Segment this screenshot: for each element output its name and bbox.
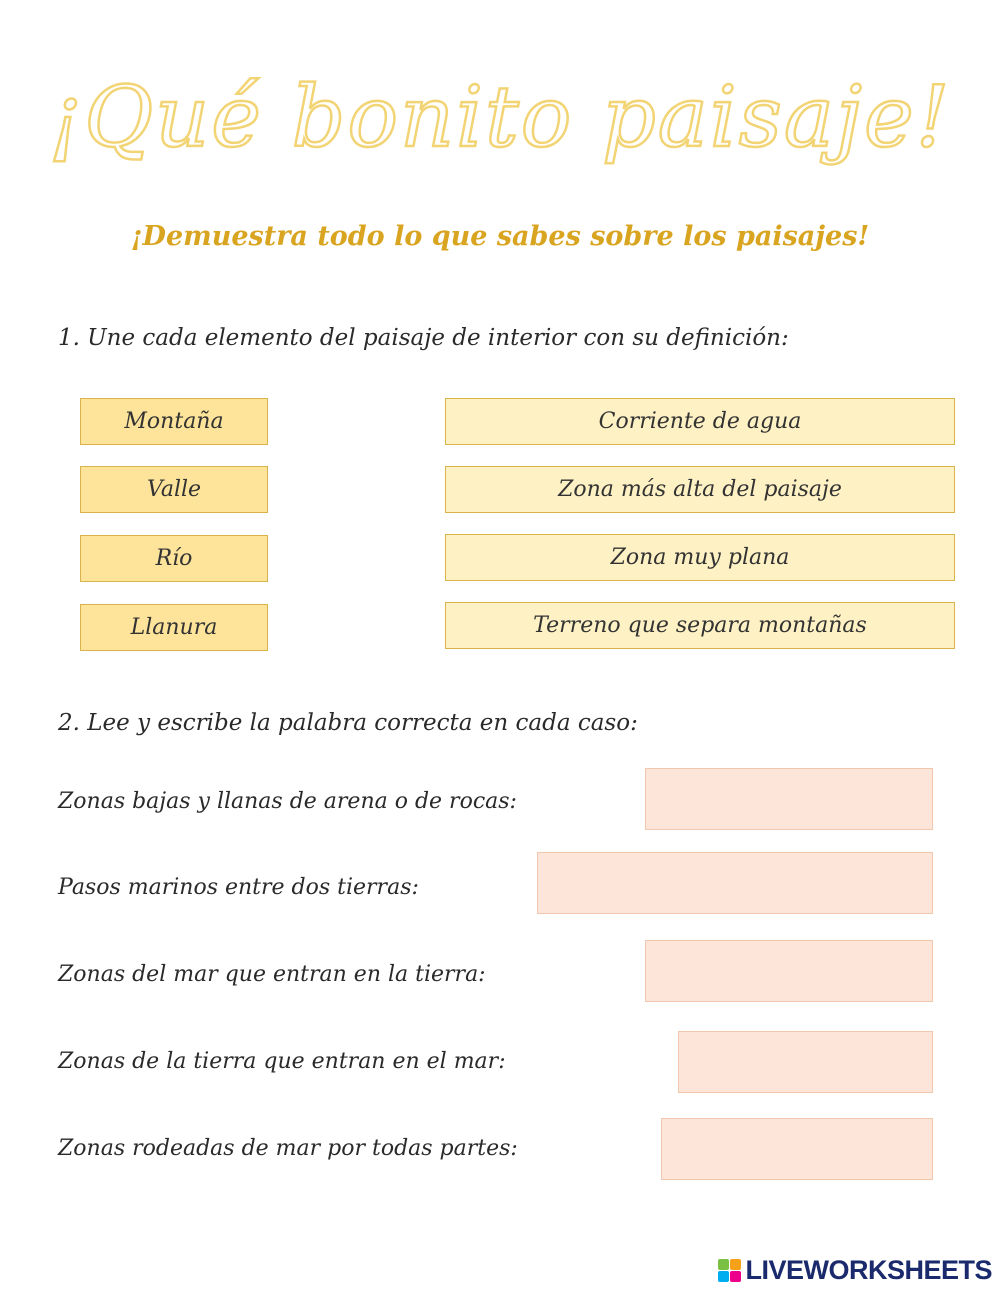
definition-zona-muy-plana[interactable]: Zona muy plana (445, 534, 955, 581)
definition-zona-mas-alta[interactable]: Zona más alta del paisaje (445, 466, 955, 513)
question-label: Zonas de la tierra que entran en el mar: (58, 1049, 506, 1074)
brand-name: LIVEWORKSHEETS (745, 1254, 992, 1285)
page-title: ¡Qué bonito paisaje! (48, 68, 952, 166)
term-llanura[interactable]: Llanura (80, 604, 268, 651)
term-rio[interactable]: Río (80, 535, 268, 582)
question-label: Zonas bajas y llanas de arena o de rocas: (58, 789, 517, 814)
answer-field[interactable] (537, 852, 933, 914)
definition-terreno-separa-montanas[interactable]: Terreno que separa montañas (445, 602, 955, 649)
exercise-1-prompt: 1. Une cada elemento del paisaje de interior con su definición: (58, 325, 789, 351)
answer-field[interactable] (645, 940, 933, 1002)
liveworksheets-brand (718, 1252, 992, 1288)
page-subtitle: ¡Demuestra todo lo que sabes sobre los paisajes! (130, 221, 870, 252)
term-montana[interactable]: Montaña (80, 398, 268, 445)
question-label: Pasos marinos entre dos tierras: (58, 875, 419, 900)
term-valle[interactable]: Valle (80, 466, 268, 513)
answer-field[interactable] (645, 768, 933, 830)
question-label: Zonas rodeadas de mar por todas partes: (58, 1136, 518, 1161)
exercise-2-prompt: 2. Lee y escribe la palabra correcta en cada caso: (58, 710, 638, 736)
question-label: Zonas del mar que entran en la tierra: (58, 962, 486, 987)
definition-corriente-de-agua[interactable]: Corriente de agua (445, 398, 955, 445)
answer-field[interactable] (661, 1118, 933, 1180)
liveworksheets-logo-icon (718, 1259, 741, 1282)
answer-field[interactable] (678, 1031, 933, 1093)
